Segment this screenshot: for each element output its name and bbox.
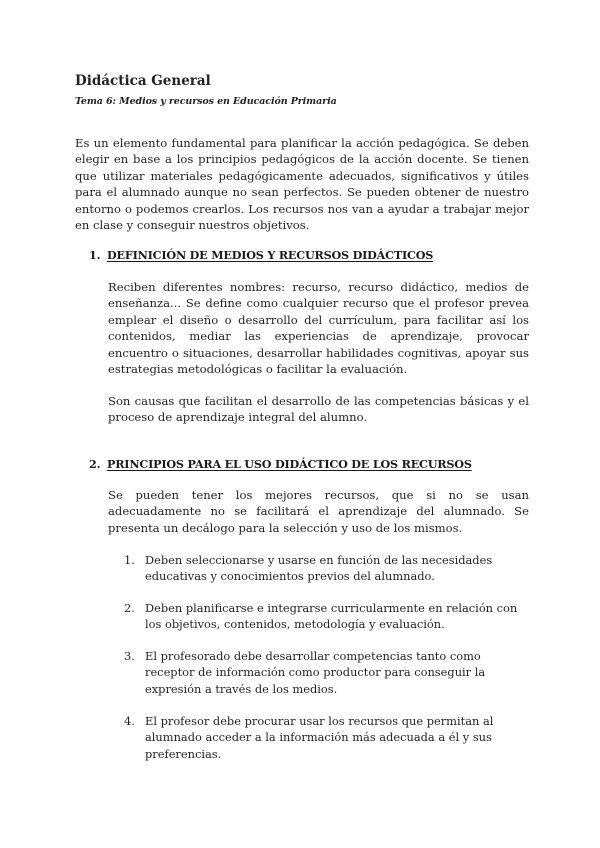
section-number: 2.	[89, 457, 101, 471]
section-title: DEFINICIÓN DE MEDIOS Y RECURSOS DIDÁCTICOS	[107, 248, 434, 262]
list-item-text: Deben planificarse e integrarse curricularmente en relación con los objetivos, contenidos, metodología y evaluación.	[145, 601, 518, 632]
document-subtitle: Tema 6: Medios y recursos en Educación Primaria	[75, 96, 337, 107]
section-paragraph: Reciben diferentes nombres: recurso, recurso didáctico, medios de enseñanza... Se define como cualquier recurso que el profesor prevea emplear el diseño o desarrollo del currículum, para facilitar así los contenidos, mediar las experiencias de aprendizaje, provocar encuentro o situaciones, desarrollar habilidades cognitivas, apoyar sus estrategias metodológicas o facilitar la evaluación.	[108, 280, 529, 377]
intro-paragraph: Es un elemento fundamental para planificar la acción pedagógica. Se deben elegir en base a los principios pedagógicos de la acción docente. Se tienen que utilizar materiales pedagógicamente adecuados, significativos y útiles para el alumnado aunque no sean perfectos. Se pueden obtener de nuestro entorno o podemos crearlos. Los recursos nos van a ayudar a trabajar mejor en clase y conseguir nuestros objetivos.	[75, 136, 529, 233]
list-item-text: Deben seleccionarse y usarse en función de las necesidades educativas y conocimientos previos del alumnado.	[145, 553, 493, 584]
section-heading-principios	[89, 457, 509, 473]
list-item-text: El profesor debe procurar usar los recursos que permitan al alumnado acceder a la información más adecuada a él y sus preferencias.	[145, 714, 494, 761]
list-item-number: 1.	[124, 553, 135, 567]
section-paragraph: Se pueden tener los mejores recursos, que si no se usan adecuadamente no se facilitará el aprendizaje del alumnado. Se presenta un decálogo para la selección y uso de los mismos.	[108, 488, 529, 535]
list-item-number: 4.	[124, 714, 135, 728]
list-item-number: 3.	[124, 649, 135, 663]
section-number: 1.	[89, 248, 101, 262]
document-title: Didáctica General	[75, 73, 211, 89]
section-heading-definicion	[89, 248, 509, 264]
list-item-text: El profesorado debe desarrollar competencias tanto como receptor de información como productor para conseguir la expresión a través de los medios.	[145, 649, 486, 696]
section-title: PRINCIPIOS PARA EL USO DIDÁCTICO DE LOS RECURSOS	[107, 457, 472, 471]
list-item-number: 2.	[124, 601, 135, 615]
section-paragraph: Son causas que facilitan el desarrollo de las competencias básicas y el proceso de aprendizaje integral del alumno.	[108, 394, 529, 425]
